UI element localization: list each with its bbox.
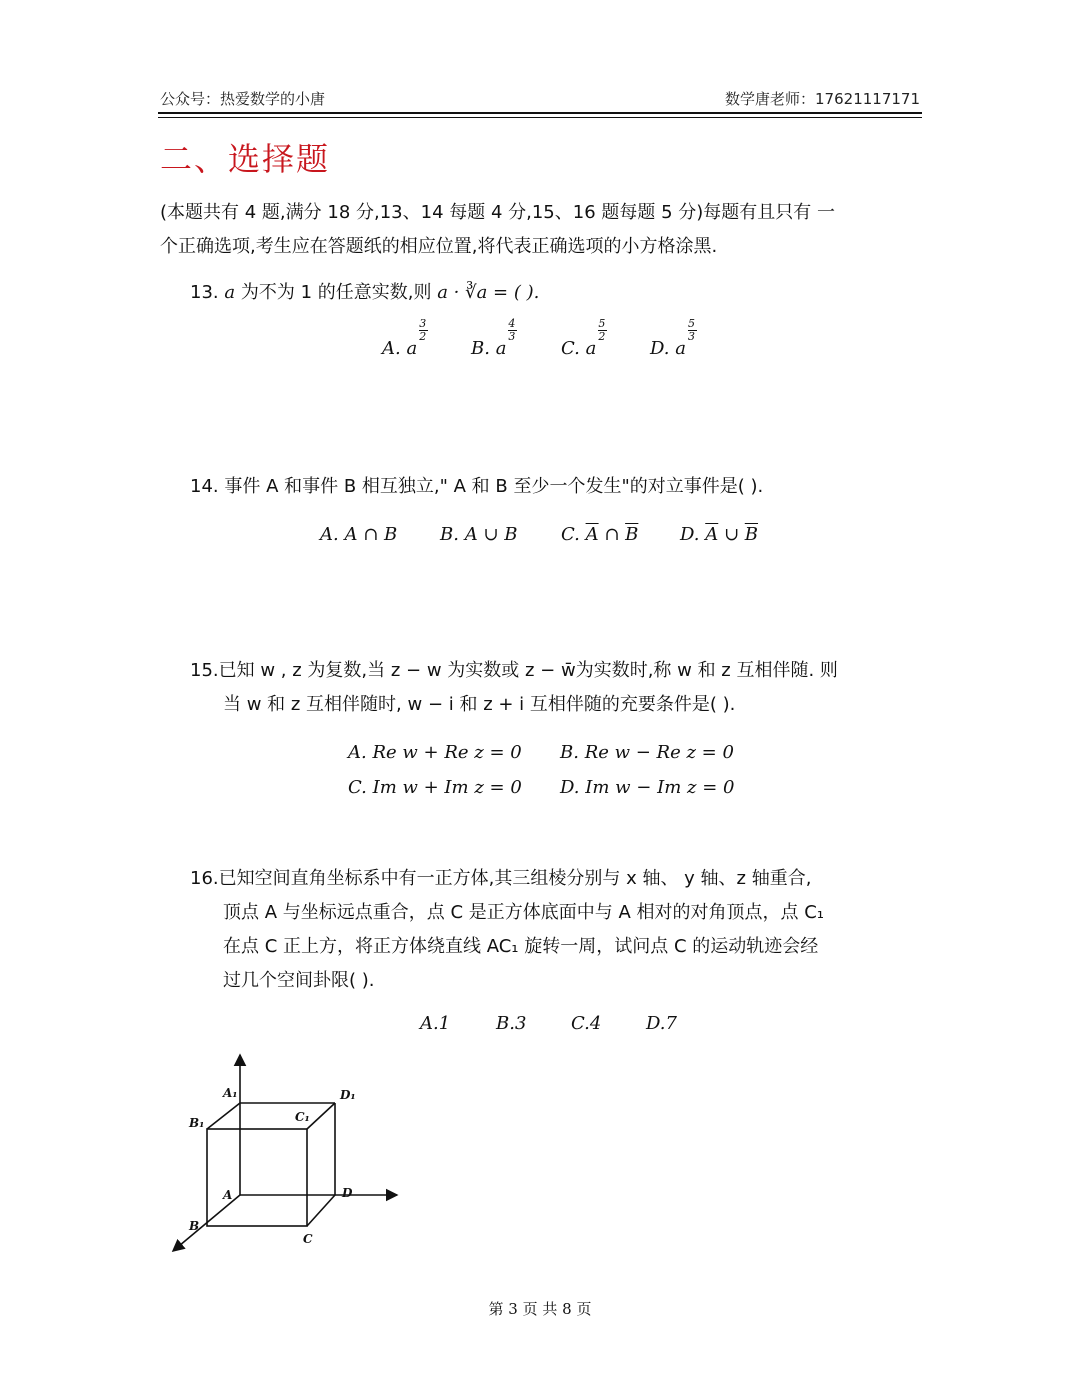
option-label: C. xyxy=(561,338,580,359)
label-a: A xyxy=(223,1188,233,1202)
question-16 xyxy=(190,862,930,998)
numerator: 5 xyxy=(687,317,695,330)
option-right: $\overline{B}$ xyxy=(625,524,639,545)
q16-option-d[interactable] xyxy=(646,1013,677,1034)
intro-line-1: (本题共有 4 题,满分 18 分,13、14 每题 4 分,15、16 题每题 5 分)每题有且只有 一 xyxy=(160,202,836,223)
option-text: Re w + Re z = 0 xyxy=(372,742,522,763)
q13-options xyxy=(0,317,1080,368)
intro-line-2: 个正确选项,考生应在答题纸的相应位置,将代表正确选项的小方格涂黑. xyxy=(160,236,718,257)
option-label: D. xyxy=(650,338,670,359)
option-base: a xyxy=(585,338,597,359)
q16-option-c[interactable] xyxy=(571,1013,601,1034)
label-b: B xyxy=(189,1219,200,1233)
q13-expression: a · ∛a = ( ). xyxy=(437,282,540,303)
numerator: 5 xyxy=(598,317,606,330)
option-label: C. xyxy=(561,524,580,545)
q14-option-a[interactable] xyxy=(320,524,397,545)
option-text: A ∩ B xyxy=(344,524,398,545)
q15-number: 15. xyxy=(190,660,219,681)
q15-option-d[interactable] xyxy=(560,777,734,798)
header-right: 数学唐老师：17621117171 xyxy=(725,90,920,108)
label-a1: A₁ xyxy=(223,1086,238,1100)
option-label: A. xyxy=(320,524,339,545)
option-label: D. xyxy=(560,777,580,798)
q14-option-d[interactable] xyxy=(680,524,758,545)
option-label: C. xyxy=(571,1013,590,1034)
q16-line-2: 顶点 A 与坐标远点重合，点 C 是正方体底面中与 A 相对的对角顶点，点 C₁ xyxy=(223,902,825,923)
option-label: B. xyxy=(560,742,579,763)
option-label: A. xyxy=(420,1013,439,1034)
q16-options xyxy=(0,1013,1080,1043)
denominator: 3 xyxy=(508,330,516,343)
option-label: C. xyxy=(348,777,367,798)
option-base: a xyxy=(675,338,686,359)
option-text: A ∪ B xyxy=(464,524,518,545)
header-rule-thin xyxy=(158,117,922,118)
q13-option-d[interactable] xyxy=(650,317,700,359)
numerator: 3 xyxy=(419,317,427,330)
header-left: 公众号：热爱数学的小唐 xyxy=(160,90,326,108)
option-label: B. xyxy=(496,1013,515,1034)
option-label: B. xyxy=(471,338,490,359)
q15-line-2: 当 w 和 z 互相伴随时, w − i 和 z + i 互相伴随的充要条件是( ). xyxy=(223,694,736,715)
q14-option-b[interactable] xyxy=(440,524,517,545)
q15-options xyxy=(0,742,1080,812)
exponent-fraction xyxy=(686,317,700,354)
option-text: 7 xyxy=(665,1013,677,1034)
q15-option-c[interactable] xyxy=(348,777,522,798)
q15-line-1: 已知 w , z 为复数,当 z − w 为实数或 z − w̄为实数时,称 w 和 z 互相伴随. 则 xyxy=(218,660,838,681)
q13-number: 13. xyxy=(190,282,219,303)
option-label: D. xyxy=(680,524,700,545)
q13-var-a: a xyxy=(224,282,236,303)
header-rule-thick xyxy=(158,112,922,114)
denominator: 2 xyxy=(419,330,427,343)
option-left: $\overline{A}$ xyxy=(585,524,599,545)
option-text: Re w − Re z = 0 xyxy=(584,742,734,763)
q15-option-a[interactable] xyxy=(348,742,522,763)
q16-number: 16. xyxy=(190,868,219,889)
exponent-fraction xyxy=(417,317,431,354)
cube-figure xyxy=(165,1045,415,1260)
q13-option-c[interactable] xyxy=(561,317,610,359)
q16-option-a[interactable] xyxy=(420,1013,450,1034)
q14-number: 14. xyxy=(190,476,219,497)
option-text: 3 xyxy=(514,1013,527,1034)
label-c1: C₁ xyxy=(295,1110,310,1124)
q14-option-c[interactable] xyxy=(561,524,638,545)
denominator: 3 xyxy=(687,330,695,343)
q16-line-3: 在点 C 正上方，将正方体绕直线 AC₁ 旋转一周，试问点 C 的运动轨迹会经 xyxy=(223,936,819,957)
label-c: C xyxy=(303,1232,313,1246)
option-base: a xyxy=(495,338,507,359)
option-label: D. xyxy=(646,1013,666,1034)
label-b1: B₁ xyxy=(189,1116,205,1130)
option-label: A. xyxy=(382,338,401,359)
page-footer: 第 3 页 共 8 页 xyxy=(488,1300,592,1318)
label-d: D xyxy=(342,1186,353,1200)
option-left: $\overline{A}$ xyxy=(705,524,719,545)
q16-line-1: 已知空间直角坐标系中有一正方体,其三组棱分别与 x 轴、 y 轴、z 轴重合, xyxy=(218,868,812,889)
q16-option-b[interactable] xyxy=(496,1013,526,1034)
option-right: $\overline{B}$ xyxy=(744,524,759,545)
q15-option-b[interactable] xyxy=(560,742,734,763)
option-base: a xyxy=(406,338,418,359)
option-op: ∪ xyxy=(718,524,745,545)
section-title: 二、选择题 xyxy=(160,140,331,178)
question-15 xyxy=(190,654,930,722)
q16-line-4: 过几个空间卦限( ). xyxy=(223,970,375,991)
section-intro xyxy=(160,196,920,264)
question-14 xyxy=(190,470,763,504)
q13-option-b[interactable] xyxy=(471,317,520,359)
label-d1: D₁ xyxy=(340,1088,356,1102)
option-op: ∩ xyxy=(598,524,626,545)
denominator: 2 xyxy=(598,330,606,343)
edge-a1b1 xyxy=(207,1103,240,1129)
option-text: Im w + Im z = 0 xyxy=(372,777,522,798)
edge-dc xyxy=(307,1195,335,1226)
option-text: 4 xyxy=(589,1013,602,1034)
exponent-fraction xyxy=(506,317,520,354)
option-text: 1 xyxy=(438,1013,451,1034)
q13-option-a[interactable] xyxy=(382,317,431,359)
option-label: B. xyxy=(440,524,459,545)
front-face xyxy=(207,1129,307,1226)
q14-text: 事件 A 和事件 B 相互独立," A 和 B 至少一个发生"的对立事件是( ). xyxy=(224,476,764,497)
option-label: A. xyxy=(348,742,367,763)
option-text: Im w − Im z = 0 xyxy=(585,777,735,798)
q14-options xyxy=(0,524,1080,554)
exponent-fraction xyxy=(596,317,610,354)
edge-d1c1 xyxy=(307,1103,335,1129)
question-13 xyxy=(190,276,539,310)
numerator: 4 xyxy=(508,317,516,330)
q13-text: 为不为 1 的任意实数,则 xyxy=(240,282,432,303)
